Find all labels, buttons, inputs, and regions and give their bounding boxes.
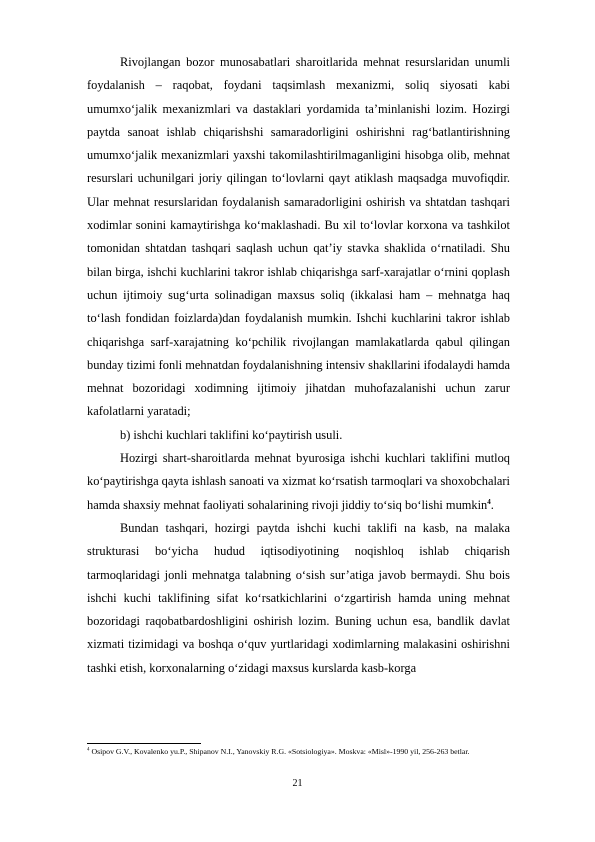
footnote-reference[interactable]: 4 (487, 497, 491, 506)
paragraph-1: Rivojlangan bozor munosabatlari sharoitlarida mehnat resurslaridan unumli foydalanish – raqobat, foydani taqsimlash mexanizmi, soliq siyosati kabi umumxo‘jalik mexanizmlari va dastaklari yordamida ta’minlanishi lozim. Hozirgi paytda sanoat ishlab chiqarishshi samaradorligini oshirishni rag‘batlantirishning umumxo‘jalik mexanizmlari yaxshi takomilashtirilmaganligini hisobga olib, mehnat resurslari uchunilgari joriy qilingan to‘lovlarni qayt atiklash maqsadga muvofiqdir. Ular mehnat resurslaridan foydalanish samaradorligini oshirish va shtatdan tashqari xodimlar sonini kamaytirishga ko‘maklashadi. Bu xil to‘lovlar korxona va tashkilot tomonidan shtatdan tashqari saqlash uchun qat’iy stavka shaklida o‘rnatiladi. Shu bilan birga, ishchi kuchlarini takror ishlab chiqarishga sarf-xarajatlar o‘rnini qoplash uchun ijtimoiy sug‘urta solinadigan maxsus soliq (ikkalasi ham – mehnatga haq to‘lash fondidan foizlarda)dan foydalanish mumkin. Ishchi kuchlarini takror ishlab chiqarishga sarf-xarajatning ko‘pchilik rivojlangan mamlakatlarda qabul qilingan bunday tizimi fonli mehnatdan foydalanishning intensiv shakllarini ifodalaydi hamda mehnat bozoridagi xodimning ijtimoiy jihatdan muhofazalanishi uchun zarur kafolatlarni yaratadi; (87, 55, 510, 419)
page-number: 21 (292, 778, 303, 789)
body-text (87, 51, 510, 680)
footnote-text: Osipov G.V., Kovalenko yu.P., Shipanov N.I., Yanovskiy R.G. «Sotsiologiya». Moskva: «Misl»-1990 yil, 256-263 betlar. (89, 747, 470, 756)
footnote-separator (87, 743, 201, 744)
footnote (87, 746, 510, 758)
paragraph-3-end: . (490, 497, 494, 512)
footnote-marker: 4 (87, 747, 90, 753)
paragraph-3-text: Hozirgi shart-sharoitlarda mehnat byurosiga ishchi kuchlari taklifini mutloq ko‘paytirishga qayta ishlash sanoati va xizmat ko‘rsatish tarmoqlari va shoxobchalari hamda shaxsiy mehnat faoliyati sohalarining rivoji jiddiy to‘siq bo‘lishi mumkin (87, 451, 510, 512)
paragraph-2: b) ishchi kuchlari taklifini ko‘paytirish usuli. (120, 427, 343, 442)
paragraph-4: Bundan tashqari, hozirgi paytda ishchi kuchi taklifi na kasb, na malaka strukturasi bo‘yicha hudud iqtisodiyotining noqishloq ishlab chiqarish tarmoqlaridagi jonli mehnatga talabning o‘sish sur’atiga javob bermaydi. Shu bois ishchi kuchi taklifining sifat ko‘rsatkichlarini o‘zgartirish hamda uning mehnat bozoridagi raqobatbardoshligini oshirish lozim. Buning uchun esa, bandlik davlat xizmati tizimidagi va boshqa o‘quv yurtlaridagi xodimlarning malakasini oshirishni tashki etish, korxonalarning o‘zidagi maxsus kurslarda kasb-korga (87, 520, 510, 675)
paragraph-3 (87, 447, 510, 517)
